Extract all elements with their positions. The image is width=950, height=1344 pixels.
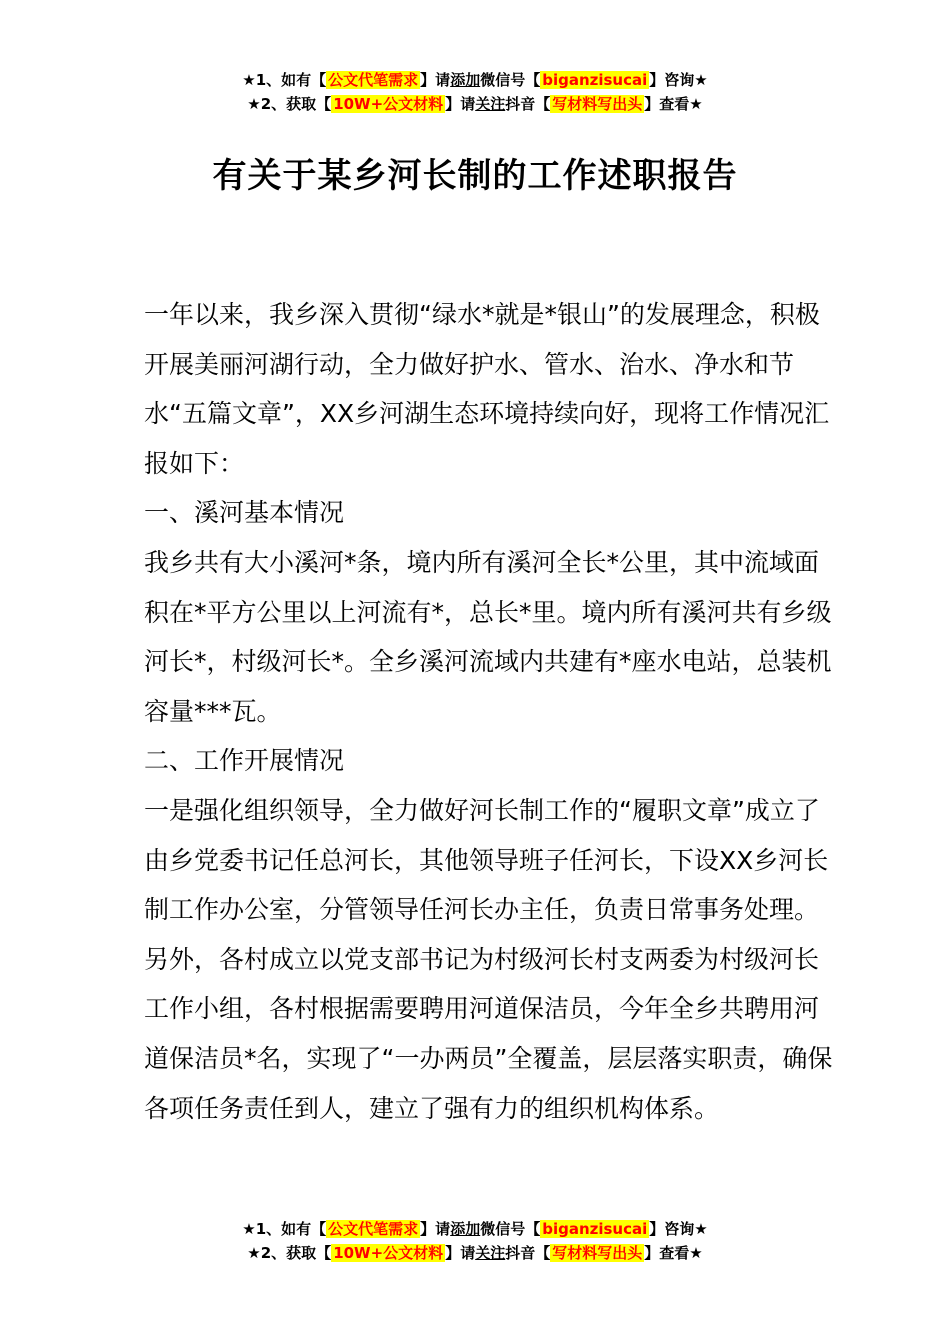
promo-douyin-id: 写材料写出头 [552,95,643,113]
promo-emphasis: 关注 [475,95,506,113]
promo-emphasis: 关注 [475,1244,506,1262]
promo-text: 】咨询★ [649,71,708,89]
paragraph-basic-info: 我乡共有大小溪河*条，境内所有溪河全长*公里，其中流域面积在*平方公里以上河流有*，总长*里。境内所有溪河共有乡级河长*，村级河长*。全乡溪河流域内共建有*座水电站，总装机容量***瓦。 [144,547,832,726]
promo-line-2 [0,92,950,116]
promo-emphasis: 添加 [450,1220,481,1238]
promo-text: 微信号【 [480,71,541,89]
promo-emphasis: 添加 [450,71,481,89]
promo-text: 】请 [420,71,451,89]
promo-wechat-id: biganzisucai [542,71,648,89]
promo-text: 】请 [445,95,476,113]
promo-line-1 [0,1217,950,1241]
promo-line-2 [0,1241,950,1265]
promo-text: ★1、如有【 [242,1220,327,1238]
document-body [144,290,834,1133]
promo-highlight: 公文代笔需求 [328,71,419,89]
promo-text: 】查看★ [644,95,703,113]
promo-text: 抖音【 [505,95,551,113]
promo-text: 】请 [445,1244,476,1262]
section-heading-1: 一、溪河基本情况 [144,498,345,528]
promo-highlight: 10W+公文材料 [333,95,444,113]
document-title: 有关于某乡河长制的工作述职报告 [212,156,738,196]
promo-text: 】请 [420,1220,451,1238]
promo-text: 微信号【 [480,1220,541,1238]
promo-text: ★2、获取【 [247,95,332,113]
promo-text: ★1、如有【 [242,71,327,89]
promo-text: ★2、获取【 [247,1244,332,1262]
paragraph-work-progress: 一是强化组织领导，全力做好河长制工作的“履职文章”成立了由乡党委书记任总河长，其他领导班子任河长，下设XX乡河长制工作办公室，分管领导任河长办主任，负责日常事务处理。另外，各村成立以党支部书记为村级河长村支两委为村级河长工作小组，各村根据需要聘用河道保洁员，今年全乡共聘用河道保洁员*名，实现了“一办两员”全覆盖，层层落实职责，确保各项任务责任到人，建立了强有力的组织机构体系。 [144,795,833,1123]
promo-header [0,68,950,116]
promo-douyin-id: 写材料写出头 [552,1244,643,1262]
promo-line-1 [0,68,950,92]
promo-highlight: 公文代笔需求 [328,1220,419,1238]
promo-highlight: 10W+公文材料 [333,1244,444,1262]
promo-text: 抖音【 [505,1244,551,1262]
section-heading-2: 二、工作开展情况 [144,746,345,776]
paragraph-intro: 一年以来，我乡深入贯彻“绿水*就是*银山”的发展理念，积极开展美丽河湖行动，全力做好护水、管水、治水、净水和节水“五篇文章”，XX乡河湖生态环境持续向好，现将工作情况汇报如下： [144,300,830,478]
promo-text: 】查看★ [644,1244,703,1262]
promo-footer [0,1217,950,1265]
promo-wechat-id: biganzisucai [542,1220,648,1238]
promo-text: 】咨询★ [649,1220,708,1238]
